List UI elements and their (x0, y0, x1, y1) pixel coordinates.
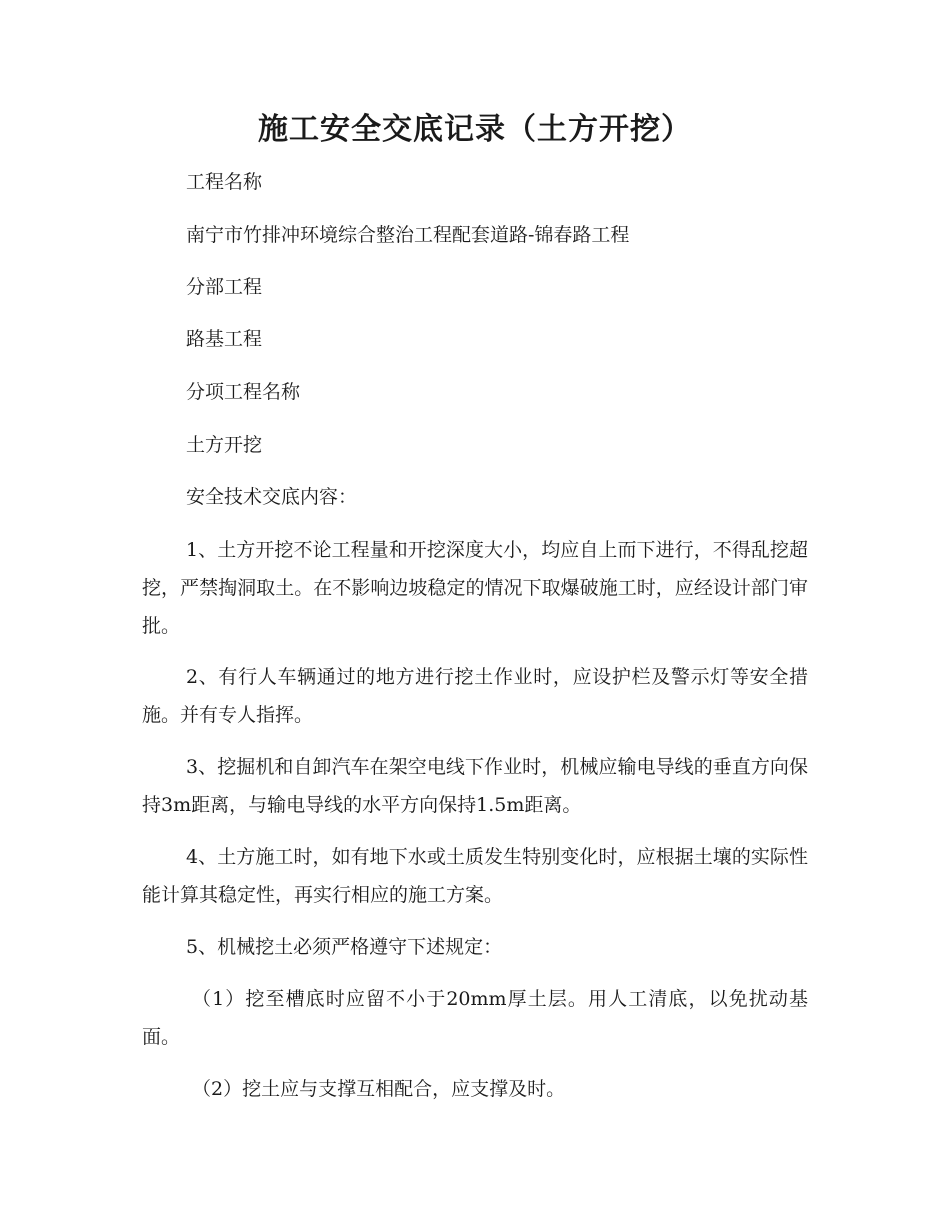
paragraph-subitem-2: （2）挖土应与支撑互相配合，应支撑及时。 (192, 1078, 566, 1100)
paragraph-item-4: 4、土方施工时，如有地下水或土质发生特别变化时，应根据土壤的实际性能计算其稳定性，再实行相应的施工方案。 (142, 846, 808, 906)
paragraph-item-1: 1、土方开挖不论工程量和开挖深度大小，均应自上而下进行，不得乱挖超挖，严禁掏洞取土。在不影响边坡稳定的情况下取爆破施工时，应经设计部门审批。 (142, 539, 808, 637)
document-title: 施工安全交底记录（土方开挖） (258, 112, 692, 147)
field-label-project-name: 工程名称 (186, 171, 263, 193)
field-label-division: 分部工程 (186, 276, 263, 298)
paragraph-item-5: 5、机械挖土必须严格遵守下述规定： (186, 936, 503, 958)
field-value-subitem: 土方开挖 (186, 434, 263, 456)
section-heading-safety-content: 安全技术交底内容： (186, 486, 358, 508)
field-label-subitem: 分项工程名称 (186, 381, 301, 403)
field-value-division: 路基工程 (186, 328, 263, 350)
paragraph-item-2: 2、有行人车辆通过的地方进行挖土作业时，应设护栏及警示灯等安全措施。并有专人指挥。 (142, 666, 808, 726)
paragraph-item-3: 3、挖掘机和自卸汽车在架空电线下作业时，机械应输电导线的垂直方向保持3m距离，与输电导线的水平方向保持1.5m距离。 (142, 756, 808, 816)
paragraph-subitem-1: （1）挖至槽底时应留不小于20mm厚土层。用人工清底，以免扰动基面。 (142, 988, 808, 1048)
field-value-project-name: 南宁市竹排冲环境综合整治工程配套道路-锦春路工程 (186, 224, 630, 246)
